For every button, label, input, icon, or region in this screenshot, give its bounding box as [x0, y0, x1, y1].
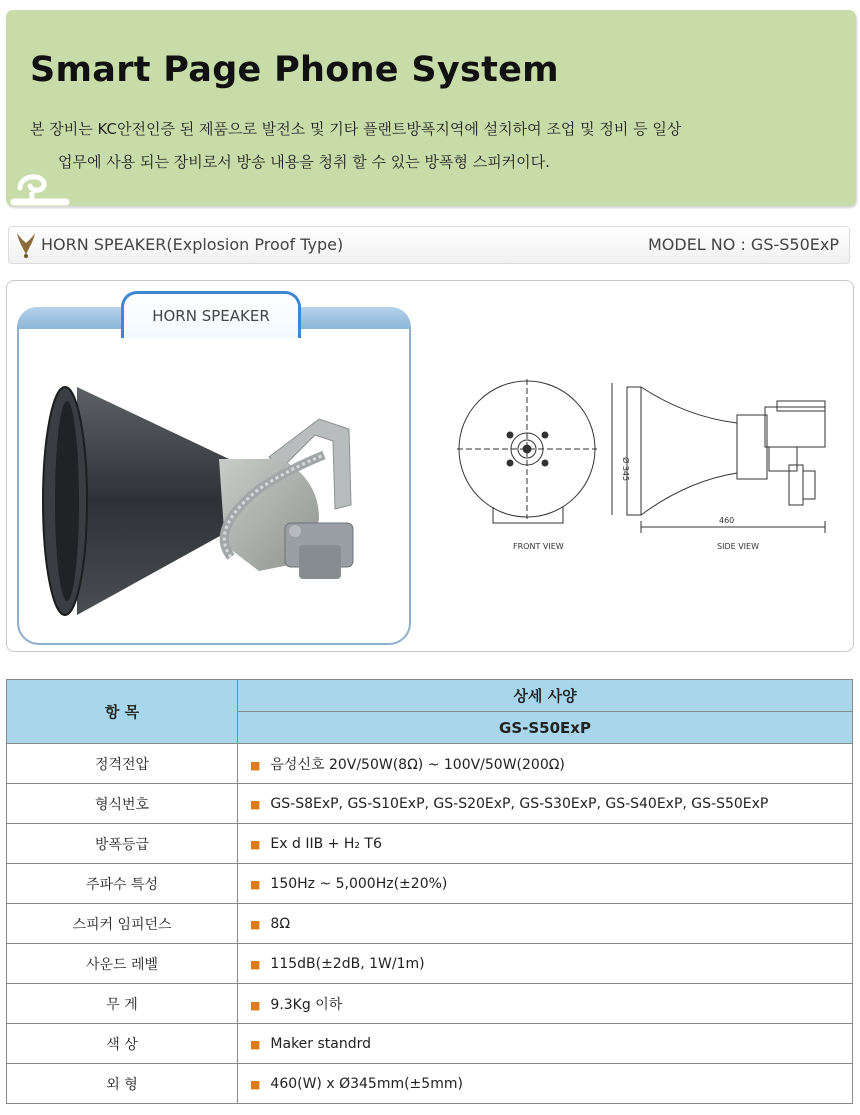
- horn-speaker-tab: HORN SPEAKER: [121, 291, 301, 338]
- spec-value: 460(W) x Ø345mm(±5mm): [270, 1075, 463, 1092]
- product-description: [30, 113, 846, 179]
- bullet-icon: ■: [250, 797, 261, 811]
- header-item: 항 목: [7, 680, 238, 744]
- bullet-icon: ■: [250, 998, 261, 1012]
- technical-drawing: [447, 377, 847, 567]
- spec-table: [6, 679, 853, 1104]
- bullet-icon: ■: [250, 877, 261, 891]
- bullet-icon: ■: [250, 837, 261, 851]
- spec-label: 정격전압: [7, 744, 238, 784]
- table-row: [7, 864, 853, 904]
- spec-value: 9.3Kg 이하: [270, 996, 343, 1013]
- spec-value: 115dB(±2dB, 1W/1m): [270, 955, 425, 972]
- bullet-icon: ■: [250, 917, 261, 931]
- spec-label: 외 형: [7, 1064, 238, 1104]
- table-row: [7, 824, 853, 864]
- bullet-icon: ■: [250, 957, 261, 971]
- watermark-logo-icon: [10, 166, 70, 206]
- spec-value: GS-S8ExP, GS-S10ExP, GS-S20ExP, GS-S30ExP, GS-S40ExP, GS-S50ExP: [270, 795, 769, 812]
- diameter-label: Ø 345: [621, 457, 630, 482]
- product-photo-frame: [17, 307, 411, 645]
- header-spec: 상세 사양: [238, 680, 853, 712]
- side-view-drawing: [627, 387, 825, 533]
- header-banner: [6, 10, 856, 206]
- front-view-label: FRONT VIEW: [513, 542, 564, 551]
- spec-label: 스피커 임피던스: [7, 904, 238, 944]
- spec-label: 사운드 레벨: [7, 944, 238, 984]
- spec-label: 주파수 특성: [7, 864, 238, 904]
- spec-label: 색 상: [7, 1024, 238, 1064]
- product-name: HORN SPEAKER(Explosion Proof Type): [41, 235, 344, 254]
- table-row: [7, 1024, 853, 1064]
- length-label: 460: [719, 516, 735, 525]
- description-line-2: 업무에 사용 되는 장비로서 방송 내용을 청취 할 수 있는 방폭형 스피커이다.: [58, 153, 550, 171]
- spec-header-row: [7, 680, 853, 712]
- front-view-drawing: [457, 379, 612, 523]
- product-title-bar: [8, 226, 850, 264]
- model-number: MODEL NO : GS-S50ExP: [647, 235, 839, 254]
- spec-value: 150Hz ~ 5,000Hz(±20%): [270, 875, 448, 892]
- table-row: [7, 784, 853, 824]
- header-model: GS-S50ExP: [238, 712, 853, 744]
- table-row: [7, 984, 853, 1024]
- spec-label: 방폭등급: [7, 824, 238, 864]
- table-row: [7, 904, 853, 944]
- spec-value: 음성신호 20V/50W(8Ω) ~ 100V/50W(200Ω): [270, 756, 565, 773]
- bullet-icon: ■: [250, 758, 261, 772]
- spec-label: 형식번호: [7, 784, 238, 824]
- horn-emblem-icon: [15, 231, 37, 259]
- horn-speaker-photo: [19, 309, 409, 643]
- bullet-icon: ■: [250, 1077, 261, 1091]
- bullet-icon: ■: [250, 1037, 261, 1051]
- spec-label: 무 게: [7, 984, 238, 1024]
- description-line-1: 본 장비는 KC안전인증 된 제품으로 발전소 및 기타 플랜트방폭지역에 설치하여 조업 및 정비 등 일상: [30, 120, 682, 138]
- spec-value: Maker standrd: [270, 1035, 372, 1052]
- page-title: Smart Page Phone System: [30, 50, 559, 90]
- table-row: [7, 744, 853, 784]
- side-view-label: SIDE VIEW: [717, 542, 759, 551]
- table-row: [7, 1064, 853, 1104]
- product-image-panel: [6, 280, 854, 652]
- spec-value: Ex d IIB + H₂ T6: [270, 835, 382, 852]
- spec-value: 8Ω: [270, 915, 291, 932]
- table-row: [7, 944, 853, 984]
